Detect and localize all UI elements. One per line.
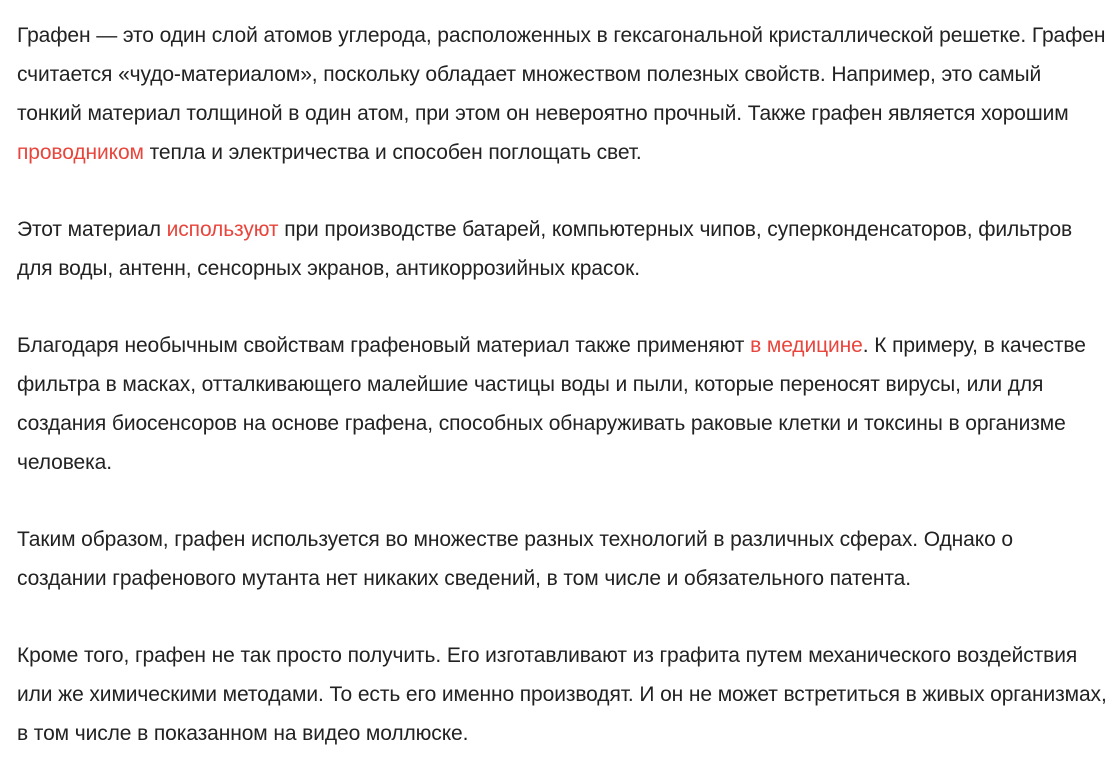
- paragraph-text: Кроме того, графен не так просто получить. Его изготавливают из графита путем механического воздействия или же химическими методами. То есть его именно производят. И он не может встретиться в живых организмах, в том числе в показанном на видео моллюске.: [17, 644, 1107, 745]
- paragraph-text: Графен — это один слой атомов углерода, расположенных в гексагональной кристаллической решетке. Графен считается «чудо-материалом», поскольку обладает множеством полезных свойств. Например, это самый тонкий материал толщиной в один атом, при этом он невероятно прочный. Также графен является хорошим: [17, 24, 1106, 125]
- paragraph-text: Таким образом, графен используется во множестве разных технологий в различных сферах. Однако о создании графенового мутанта нет никаких сведений, в том числе и обязательного патента.: [17, 528, 1013, 590]
- link-conductor[interactable]: проводником: [17, 141, 144, 164]
- paragraph-graphene-medicine: [17, 326, 1107, 482]
- link-in-medicine[interactable]: в медицине: [750, 334, 863, 357]
- article-body: [17, 16, 1107, 753]
- paragraph-graphene-uses: [17, 210, 1107, 288]
- paragraph-text: Этот материал: [17, 218, 167, 241]
- link-used[interactable]: используют: [166, 218, 279, 241]
- paragraph-text: Благодаря необычным свойствам графеновый материал также применяют: [17, 334, 751, 357]
- paragraph-graphene-production: [17, 636, 1107, 753]
- paragraph-text: . К примеру, в качестве фильтра в масках, отталкивающего малейшие частицы воды и пыли, которые переносят вирусы, или для создания биосенсоров на основе графена, способных обнаруживать раковые клетки и токсины в организме человека.: [17, 334, 1086, 474]
- paragraph-graphene-intro: [17, 16, 1107, 172]
- paragraph-text: при производстве батарей, компьютерных чипов, суперконденсаторов, фильтров для воды, антенн, сенсорных экранов, антикоррозийных красок.: [17, 218, 1073, 280]
- paragraph-text: тепла и электричества и способен поглощать свет.: [143, 141, 642, 164]
- paragraph-graphene-technologies: [17, 520, 1107, 598]
